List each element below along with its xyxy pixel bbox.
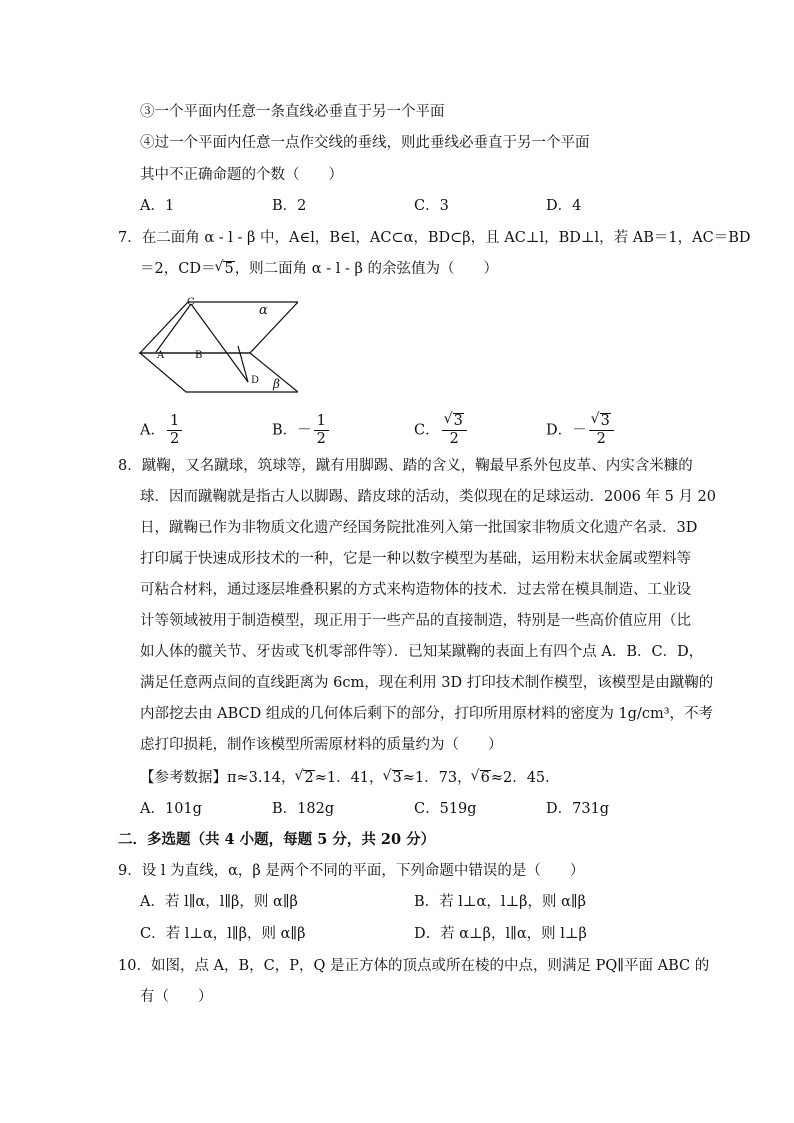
- q8-reference-data: [140, 768, 560, 788]
- ref-value-2: ≈1．41，: [314, 770, 384, 786]
- fraction-denominator: 2: [449, 431, 459, 447]
- q8-option-a[interactable]: A．101g: [140, 801, 202, 817]
- q10-line-2: 有（ ）: [140, 989, 213, 1005]
- q8-line-1: 8．蹴鞠，又名蹴球，筑球等，蹴有用脚踢、踏的含义，鞠最早系外包皮革、内实含米糠的: [118, 458, 693, 474]
- label-alpha: α: [259, 303, 268, 318]
- fraction-denominator: 2: [169, 431, 180, 447]
- q8-line-4: 打印属于快速成形技术的一种，它是一种以数字模型为基础，运用粉末状金属或塑料等: [140, 551, 691, 567]
- q7-line-2-suffix: ，则二面角 α - l - β 的余弦值为（ ）: [234, 261, 498, 277]
- q9-option-d[interactable]: D．若 α⊥β，l∥α，则 l⊥β: [414, 926, 587, 942]
- q6-statement-4: ④过一个平面内任意一点作交线的垂线，则此垂线必垂直于另一个平面: [140, 135, 590, 151]
- ref-prefix: 【参考数据】π≈3.14，: [140, 770, 296, 786]
- label-c: C: [187, 297, 195, 308]
- q8-line-7: 如人体的髋关节、牙齿或飞机零部件等）．已知某蹴鞠的表面上有四个点 A．B．C．D，: [140, 644, 704, 660]
- q8-line-8: 满足任意两点间的直线距离为 6cm，现在利用 3D 打印技术制作模型，该模型是由蹴鞠的: [140, 675, 714, 691]
- label-beta: β: [273, 377, 280, 391]
- q8-line-6: 计等领域被用于制造模型，现正用于一些产品的直接制造，特别是一些高价值应用（比: [140, 613, 691, 629]
- ref-value-3: ≈1．73，: [402, 770, 472, 786]
- label-a: A: [157, 350, 165, 361]
- q7-option-a-label: A．: [140, 422, 165, 439]
- ref-value-6: ≈2．45．: [490, 770, 560, 786]
- q6-option-c[interactable]: C．3: [414, 198, 449, 214]
- dihedral-angle-figure: [138, 294, 298, 404]
- q6-option-b[interactable]: B．2: [272, 198, 307, 214]
- fraction-denominator: 2: [596, 431, 606, 447]
- label-d: D: [251, 375, 260, 386]
- sqrt-2: √ 2: [303, 770, 314, 786]
- fraction-denominator: 2: [316, 431, 326, 447]
- fraction: [314, 413, 329, 448]
- fraction: [167, 413, 182, 448]
- q9-option-a[interactable]: A．若 l∥α，l∥β，则 α∥β: [140, 894, 298, 910]
- fraction-numerator: [589, 413, 614, 431]
- q9-option-b[interactable]: B．若 l⊥α，l⊥β，则 α∥β: [414, 894, 586, 910]
- sqrt-6: √ 6: [480, 770, 491, 786]
- fraction: [442, 413, 467, 448]
- sqrt-3: √ 3: [453, 413, 464, 429]
- q7-line-2-prefix: ＝2，CD＝: [140, 261, 216, 277]
- q8-line-5: 可粘合材料，通过逐层堆叠积累的方式来构造物体的技术．过去常在模具制造、工业设: [140, 582, 691, 598]
- fraction-numerator: 1: [314, 413, 329, 431]
- q8-line-2: 球．因而蹴鞠就是指古人以脚踢、踏皮球的活动，类似现在的足球运动．2006 年 5 月 20: [140, 489, 717, 505]
- fraction-numerator: [442, 413, 467, 431]
- q6-statement-3: ③一个平面内任意一条直线必垂直于另一个平面: [140, 104, 445, 120]
- q6-prompt: 其中不正确命题的个数（ ）: [140, 167, 343, 183]
- sqrt-3: √ 3: [600, 413, 611, 429]
- section-heading-multiple-choice: 二．多选题（共 4 小题，每题 5 分，共 20 分）: [118, 831, 436, 848]
- q8-line-9: 内部挖去由 ABCD 组成的几何体后剩下的部分，打印所用原材料的密度为 1g/cm³，不考: [140, 706, 714, 722]
- sqrt-3: √ 3: [392, 770, 403, 786]
- q7-option-a[interactable]: [140, 413, 184, 448]
- q7-option-d-label: D．－: [546, 422, 587, 439]
- q8-option-b[interactable]: B．182g: [272, 801, 335, 817]
- segment-ca: [156, 304, 191, 352]
- fraction-numerator: 1: [167, 413, 182, 431]
- q8-line-10: 虑打印损耗，制作该模型所需原材料的质量约为（ ）: [140, 737, 503, 753]
- q9-option-c[interactable]: C．若 l⊥α，l∥β，则 α∥β: [140, 926, 306, 942]
- q7-option-c-label: C．: [414, 422, 440, 439]
- segment-bd: [238, 346, 248, 382]
- q8-option-c[interactable]: C．519g: [414, 801, 477, 817]
- q7-option-c[interactable]: [414, 413, 469, 448]
- q6-option-d[interactable]: D．4: [546, 198, 582, 214]
- q6-option-a[interactable]: A．1: [140, 198, 175, 214]
- label-b: B: [195, 350, 203, 361]
- q8-line-3: 日，蹴鞠已作为非物质文化遗产经国务院批准列入第一批国家非物质文化遗产名录．3D: [140, 520, 698, 536]
- q7-line-2: [140, 259, 498, 279]
- plane-alpha-outline: [140, 302, 298, 353]
- q7-option-b[interactable]: [272, 413, 331, 448]
- segment-cb: [191, 304, 248, 382]
- q9-stem: 9．设 l 为直线，α，β 是两个不同的平面，下列命题中错误的是（ ）: [118, 863, 585, 879]
- q7-line-1: 7．在二面角 α - l - β 中，A∈l，B∈l，AC⊂α，BD⊂β，且 AC⊥l，BD⊥l，若 AB＝1，AC＝BD: [118, 230, 751, 246]
- q10-line-1: 10．如图，点 A，B，C，P，Q 是正方体的顶点或所在棱的中点，则满足 PQ∥平面 ABC 的: [118, 958, 710, 974]
- q8-option-d[interactable]: D．731g: [546, 801, 610, 817]
- q7-option-d[interactable]: [546, 413, 616, 448]
- fraction: [589, 413, 614, 448]
- q7-sqrt-5: √ 5: [223, 261, 234, 277]
- q7-option-b-label: B．－: [272, 422, 312, 439]
